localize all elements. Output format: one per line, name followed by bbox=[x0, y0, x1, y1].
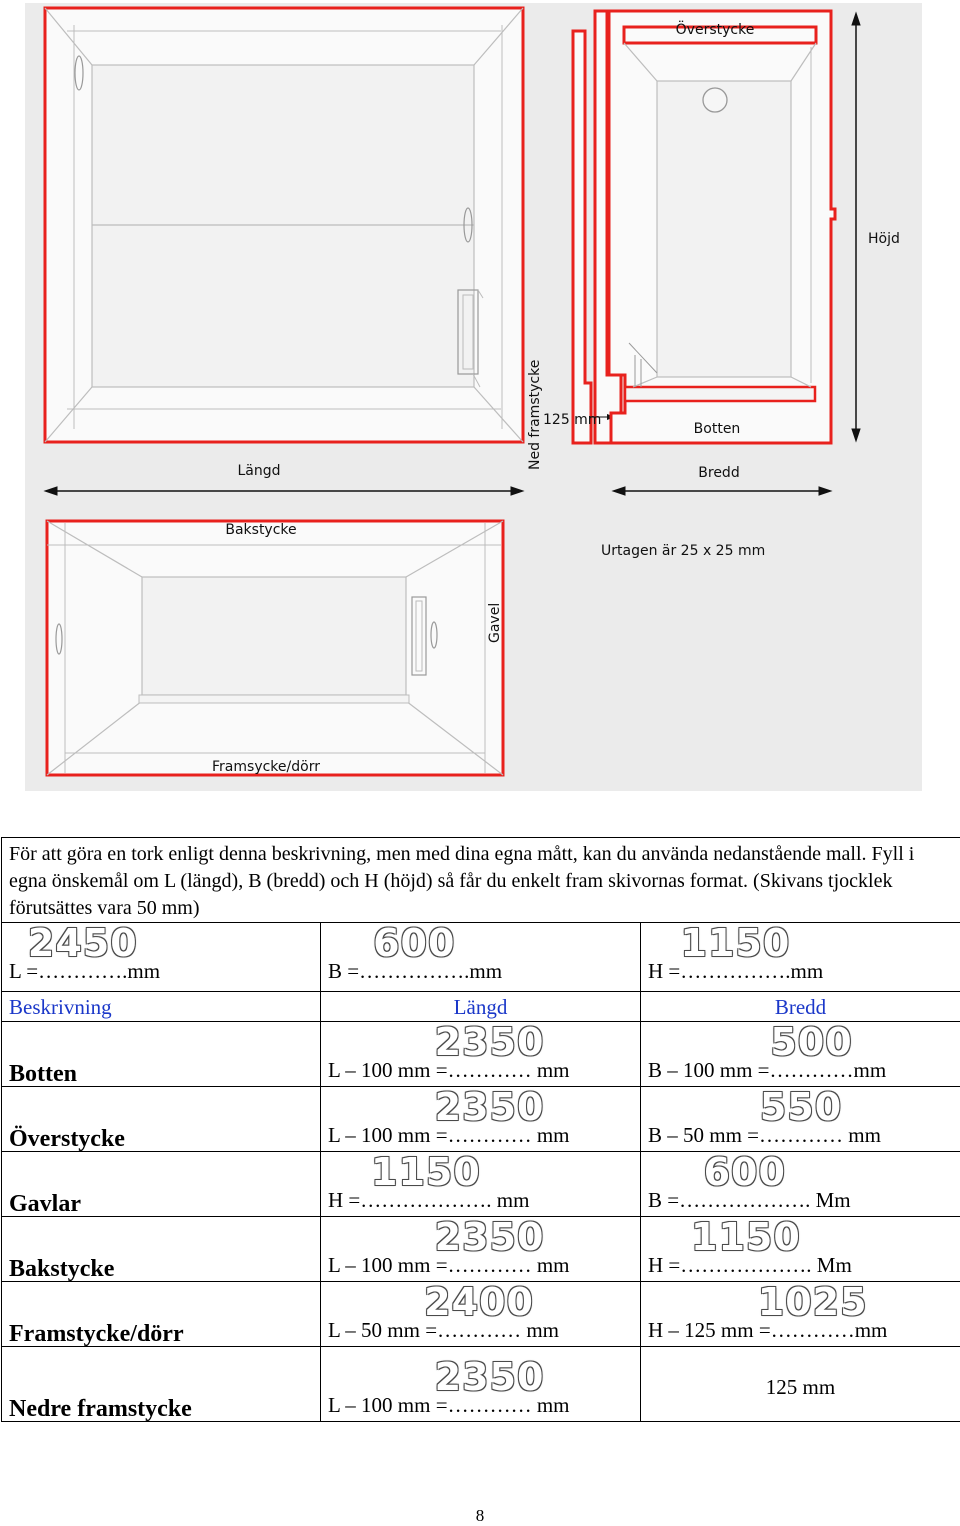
handwritten-value: 2350 bbox=[435, 1365, 545, 1389]
row-langd[interactable]: L – 100 mm =………… 2350 mm bbox=[321, 1022, 641, 1087]
row-langd[interactable]: L – 50 mm =………… 2400 mm bbox=[321, 1282, 641, 1347]
label-bredd: Bredd bbox=[698, 465, 739, 481]
table-row bbox=[2, 1152, 960, 1217]
row-langd[interactable]: L – 100 mm =………… 2350 mm bbox=[321, 1087, 641, 1152]
handwritten-value: 500 bbox=[770, 1030, 852, 1054]
handwritten-b: 600 bbox=[373, 931, 455, 955]
column-headers bbox=[2, 992, 960, 1022]
handwritten-value: 1150 bbox=[691, 1225, 801, 1249]
handwritten-l: 2450 bbox=[28, 931, 138, 955]
table-row bbox=[2, 1087, 960, 1152]
row-name: Nedre framstycke bbox=[2, 1347, 321, 1422]
label-langd: Längd bbox=[237, 463, 280, 479]
label-botten: Botten bbox=[694, 421, 741, 437]
handwritten-value: 2350 bbox=[435, 1225, 545, 1249]
row-langd[interactable]: H =………………. 1150 mm bbox=[321, 1152, 641, 1217]
row-name: Framstycke/dörr bbox=[2, 1282, 321, 1347]
row-bredd[interactable]: B – 50 mm =………… 550 mm bbox=[641, 1087, 960, 1152]
row-bredd: 125 mm bbox=[641, 1347, 960, 1422]
label-framsycke: Framsycke/dörr bbox=[212, 759, 320, 775]
label-bakstycke: Bakstycke bbox=[225, 522, 296, 538]
header-langd: Längd bbox=[321, 992, 641, 1022]
row-bredd[interactable]: B – 100 mm =………… 500 mm bbox=[641, 1022, 960, 1087]
back-panel-view bbox=[47, 521, 503, 775]
dim-l[interactable]: L =…………. 2450 mm bbox=[2, 923, 321, 992]
row-bredd[interactable]: B =………………. 600 Mm bbox=[641, 1152, 960, 1217]
handwritten-h: 1150 bbox=[681, 931, 791, 955]
handwritten-value: 600 bbox=[704, 1160, 786, 1184]
label-hojd: Höjd bbox=[868, 231, 900, 247]
dryer-diagram bbox=[25, 3, 922, 791]
dim-b[interactable]: B =……………. 600 mm bbox=[321, 923, 641, 992]
handwritten-value: 1025 bbox=[758, 1290, 868, 1314]
label-urtagen: Urtagen är 25 x 25 mm bbox=[601, 543, 765, 559]
row-name: Bakstycke bbox=[2, 1217, 321, 1282]
front-panel-view bbox=[45, 8, 523, 442]
dimensions-row bbox=[2, 923, 960, 992]
dryer-drawing bbox=[25, 3, 922, 791]
handwritten-value: 2400 bbox=[424, 1290, 534, 1314]
row-name: Överstycke bbox=[2, 1087, 321, 1152]
row-langd[interactable]: L – 100 mm =………… 2350 mm bbox=[321, 1347, 641, 1422]
row-name: Gavlar bbox=[2, 1152, 321, 1217]
row-bredd[interactable]: H – 125 mm =………… 1025 mm bbox=[641, 1282, 960, 1347]
table-row bbox=[2, 1282, 960, 1347]
table-row bbox=[2, 1217, 960, 1282]
handwritten-value: 2350 bbox=[435, 1030, 545, 1054]
label-ned-framstycke: Ned framstycke bbox=[527, 360, 543, 470]
table-row bbox=[2, 1022, 960, 1087]
dim-h[interactable]: H =……………. 1150 mm bbox=[641, 923, 960, 992]
dimension-table bbox=[1, 837, 960, 1422]
row-bredd[interactable]: H =………………. 1150 Mm bbox=[641, 1217, 960, 1282]
handwritten-value: 1150 bbox=[371, 1160, 481, 1184]
label-overstycke: Överstycke bbox=[676, 20, 755, 38]
header-beskrivning: Beskrivning bbox=[2, 992, 321, 1022]
handwritten-value: 2350 bbox=[435, 1095, 545, 1119]
label-125mm: 125 mm bbox=[543, 412, 601, 428]
page-number: 8 bbox=[0, 1506, 960, 1526]
end-view bbox=[609, 11, 835, 443]
label-gavel: Gavel bbox=[487, 603, 503, 643]
handwritten-value: 550 bbox=[760, 1095, 842, 1119]
intro-text: För att göra en tork enligt denna beskrivning, men med dina egna mått, kan du använda nedanstående mall. Fyll i egna önskemål om L (längd), B (bredd) och H (höjd) så får du enkelt fram skivornas format. (Skivans tjocklek förutsättes vara 50 mm) bbox=[2, 838, 960, 923]
row-langd[interactable]: L – 100 mm =………… 2350 mm bbox=[321, 1217, 641, 1282]
row-name: Botten bbox=[2, 1022, 321, 1087]
header-bredd: Bredd bbox=[641, 992, 960, 1022]
table-row bbox=[2, 1347, 960, 1422]
